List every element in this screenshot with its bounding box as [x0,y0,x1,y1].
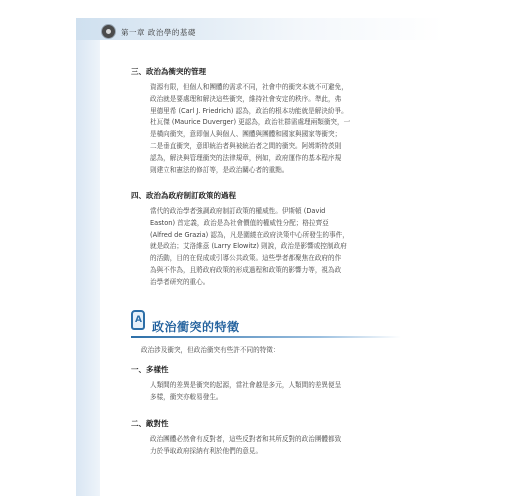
feature-section-title: 政治衝突的特徵 [152,320,240,334]
text-line: (Alfred de Grazia) 認為，凡是圍繞在政府決策中心所發生的事件， [150,230,349,239]
paragraph-policy-process [150,206,404,289]
text-line: 二是垂直衝突，意即統治者與被統治者之間的衝突。阿姆斯特茨則 [150,141,342,150]
text-line: 多樣，衝突亦較易發生。 [150,392,223,401]
text-line: 里德里希 (Carl J. Friedrich) 認為，政治的根本功能就是解決紛爭。 [150,106,348,115]
text-line: 力於爭取政府採納有利於他們的意見。 [150,446,263,455]
text-line: 當代的政治學者強調政府制訂政策的權威性。伊斯頓 (David [150,207,326,215]
book-letter-icon [131,310,145,330]
paragraph-hostility [150,434,404,458]
text-line: 則建立和憲法的修訂等，是政治關心者的重點。 [150,165,289,174]
text-line: 治學者研究的重心。 [150,277,210,286]
section-heading-policy-process: 四、政治為政府制訂政策的過程 [131,191,236,200]
item-heading-hostility: 二、敵對性 [131,419,169,428]
chapter-title: 第一章 政治學的基礎 [121,28,196,37]
paragraph-conflict-management [150,82,404,176]
text-line: Easton) 首定義，政治是為社會價值的權威性分配；格拉齊亞 [150,218,329,227]
text-line: 是橫向衝突，意即個人與個人、團體與團體和國家與國家等衝突； [150,130,342,139]
disc-icon [101,24,116,39]
text-line: 人類間的差異是衝突的起源，當社會越是多元，人類間的差異便呈 [150,381,342,389]
paragraph-diversity [150,380,404,404]
section-divider [131,336,401,338]
item-heading-diversity: 一、多樣性 [131,365,169,374]
text-line: 為與不作為，且將政府政策的形成過程和政策的影響力等，視為政 [150,265,342,274]
text-line: 資源有限，但個人和團體的需求不同，社會中的衝突本就不可避免， [150,83,348,91]
text-line: 政治就是要處理和解決這些衝突，維持社會安定的秩序。準此，弗 [150,94,342,103]
section-heading-conflict-management: 三、政治為衝突的管理 [131,67,206,76]
text-line: 的活動，目的在促成或引導公共政策。這些學者都聚焦在政府的作 [150,254,342,263]
text-line: 杜瓦傑 (Maurice Duverger) 更認為，政治社群需處理兩類衝突，一 [150,118,351,127]
page-side-band [76,18,100,496]
text-line: 認為，解決與管理衝突的法律規章，例如，政府運作的基本程序規 [150,153,342,162]
text-line: 就是政治；艾洛維茲 (Larry Elowitz) 則說，政治是影響或控制政府 [150,242,347,251]
feature-intro: 政治涉及衝突，但政治衝突有些許不同的特徵： [141,346,280,354]
text-line: 政治團體必然會有反對者，這些反對者和其所反對的政治團體都致 [150,435,342,443]
